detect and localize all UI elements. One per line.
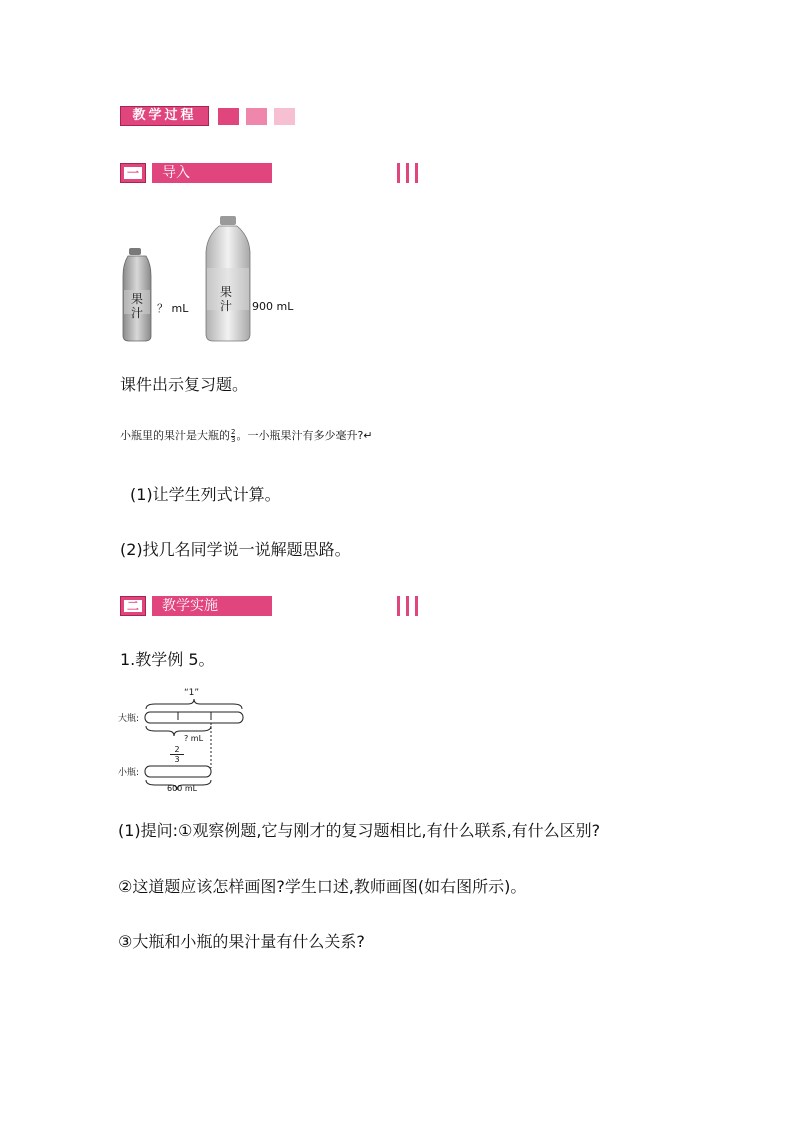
section-number: 二 <box>124 600 142 612</box>
courseware-text: 课件出示复习题。 <box>120 375 249 394</box>
label-char: 汁 <box>130 306 143 320</box>
question-2: ②这道题应该怎样画图?学生口述,教师画图(如右图所示)。 <box>118 877 527 896</box>
large-bottle <box>206 216 250 341</box>
diagram-ml-label: 600 mL <box>167 784 198 793</box>
step-2: (2)找几名同学说一说解题思路。 <box>120 540 351 559</box>
diagram-q-label: ? mL <box>184 734 204 743</box>
big-bottle-bar <box>145 712 243 723</box>
review-question <box>120 428 373 444</box>
stripe-decor <box>406 163 409 183</box>
section-label: 教学实施 <box>162 598 218 614</box>
step-1: (1)让学生列式计算。 <box>130 485 281 504</box>
stripe-decor <box>397 163 400 183</box>
stripe-decor <box>397 596 400 616</box>
diagram-one-label: “1” <box>184 688 200 698</box>
section-number-box <box>120 596 146 616</box>
question-text-pre: 小瓶里的果汁是大瓶的 <box>120 429 230 442</box>
section-label: 导入 <box>162 165 190 181</box>
small-bottle-volume: ？ mL <box>157 302 189 315</box>
stripe-decor <box>415 163 418 183</box>
label-char: 汁 <box>219 299 232 313</box>
header-decor-square-1 <box>218 108 239 125</box>
diagram-small-label: 小瓶: <box>118 768 140 778</box>
diagram-fraction <box>170 745 184 764</box>
large-bottle-volume: 900 mL <box>252 300 294 313</box>
section-bar-intro <box>120 163 302 183</box>
stripe-decor <box>406 596 409 616</box>
stripe-decor <box>415 596 418 616</box>
header-decor-square-3 <box>274 108 295 125</box>
section-number: 一 <box>124 167 142 179</box>
label-char: 果 <box>130 292 143 306</box>
label-char: 果 <box>219 285 232 299</box>
fraction <box>231 429 235 444</box>
example-heading: 1.教学例 5。 <box>120 650 215 669</box>
top-brace <box>146 699 242 709</box>
fraction-numerator: 2 <box>231 427 236 436</box>
section-label-bar <box>150 163 272 183</box>
section-number-box <box>120 163 146 183</box>
question-3: ③大瓶和小瓶的果汁量有什么关系? <box>118 932 365 951</box>
juice-bottles-illustration <box>115 212 305 344</box>
diagram-big-label: 大瓶: <box>118 714 140 724</box>
header-decor-square-2 <box>246 108 267 125</box>
large-bottle-label <box>218 285 234 313</box>
section-bar-teaching <box>120 596 302 616</box>
question-1: (1)提问:①观察例题,它与刚才的复习题相比,有什么联系,有什么区别? <box>118 821 601 840</box>
section-header-title: 教学过程 <box>120 106 209 126</box>
section-label-bar <box>150 596 272 616</box>
small-bottle-bar <box>145 766 211 777</box>
question-text-post: 。一小瓶果汁有多少毫升?↵ <box>236 429 373 442</box>
diagram-frac-den: 3 <box>174 755 180 764</box>
fraction-denominator: 3 <box>231 435 236 444</box>
diagram-frac-num: 2 <box>170 745 184 755</box>
small-bottle-label <box>129 292 145 320</box>
